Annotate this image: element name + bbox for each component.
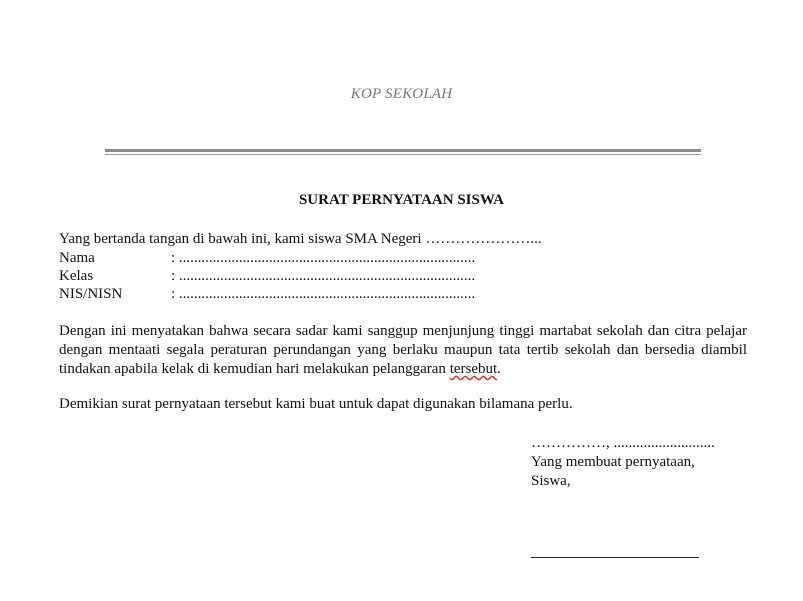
field-blank: : ............................................................................... bbox=[171, 286, 476, 302]
statement-text: Dengan ini menyatakan bahwa secara sadar kami sanggup menjunjung tinggi martabat sekolah dan citra pelajar dengan mentaati segala peraturan perundangan yang berlaku maupun tata tertib sekolah dan bersedia diambil tindakan apabila kelak di kemudian hari melakukan pelanggaran bbox=[59, 323, 747, 377]
field-blank: : ............................................................................... bbox=[171, 268, 476, 284]
field-label: Kelas bbox=[59, 268, 94, 284]
signer-role: Siswa, bbox=[531, 473, 571, 489]
signature-block bbox=[531, 434, 715, 491]
closing-line: Demikian surat pernyataan tersebut kami buat untuk dapat digunakan bilamana perlu. bbox=[59, 396, 573, 412]
header-rule-thin bbox=[105, 154, 701, 155]
header-rule-thick bbox=[105, 149, 701, 152]
signer-caption: Yang membuat pernyataan, bbox=[531, 454, 695, 470]
statement-end: . bbox=[497, 361, 501, 377]
signature-line bbox=[531, 557, 699, 558]
field-kelas bbox=[59, 267, 475, 285]
field-nis-nisn bbox=[59, 285, 475, 303]
field-nama bbox=[59, 249, 475, 267]
field-blank: : ............................................................................... bbox=[171, 250, 476, 266]
intro-line: Yang bertanda tangan di bawah ini, kami siswa SMA Negeri …………………... bbox=[59, 231, 542, 247]
identity-fields bbox=[59, 249, 475, 303]
field-label: NIS/NISN bbox=[59, 286, 123, 302]
school-letterhead: KOP SEKOLAH bbox=[350, 86, 453, 102]
field-label: Nama bbox=[59, 250, 95, 266]
statement-paragraph bbox=[59, 322, 747, 379]
spellcheck-flagged-word: tersebut bbox=[449, 361, 498, 377]
place-date-blank: ……………, ........................... bbox=[531, 435, 715, 451]
document-title: SURAT PERNYATAAN SISWA bbox=[298, 192, 505, 208]
